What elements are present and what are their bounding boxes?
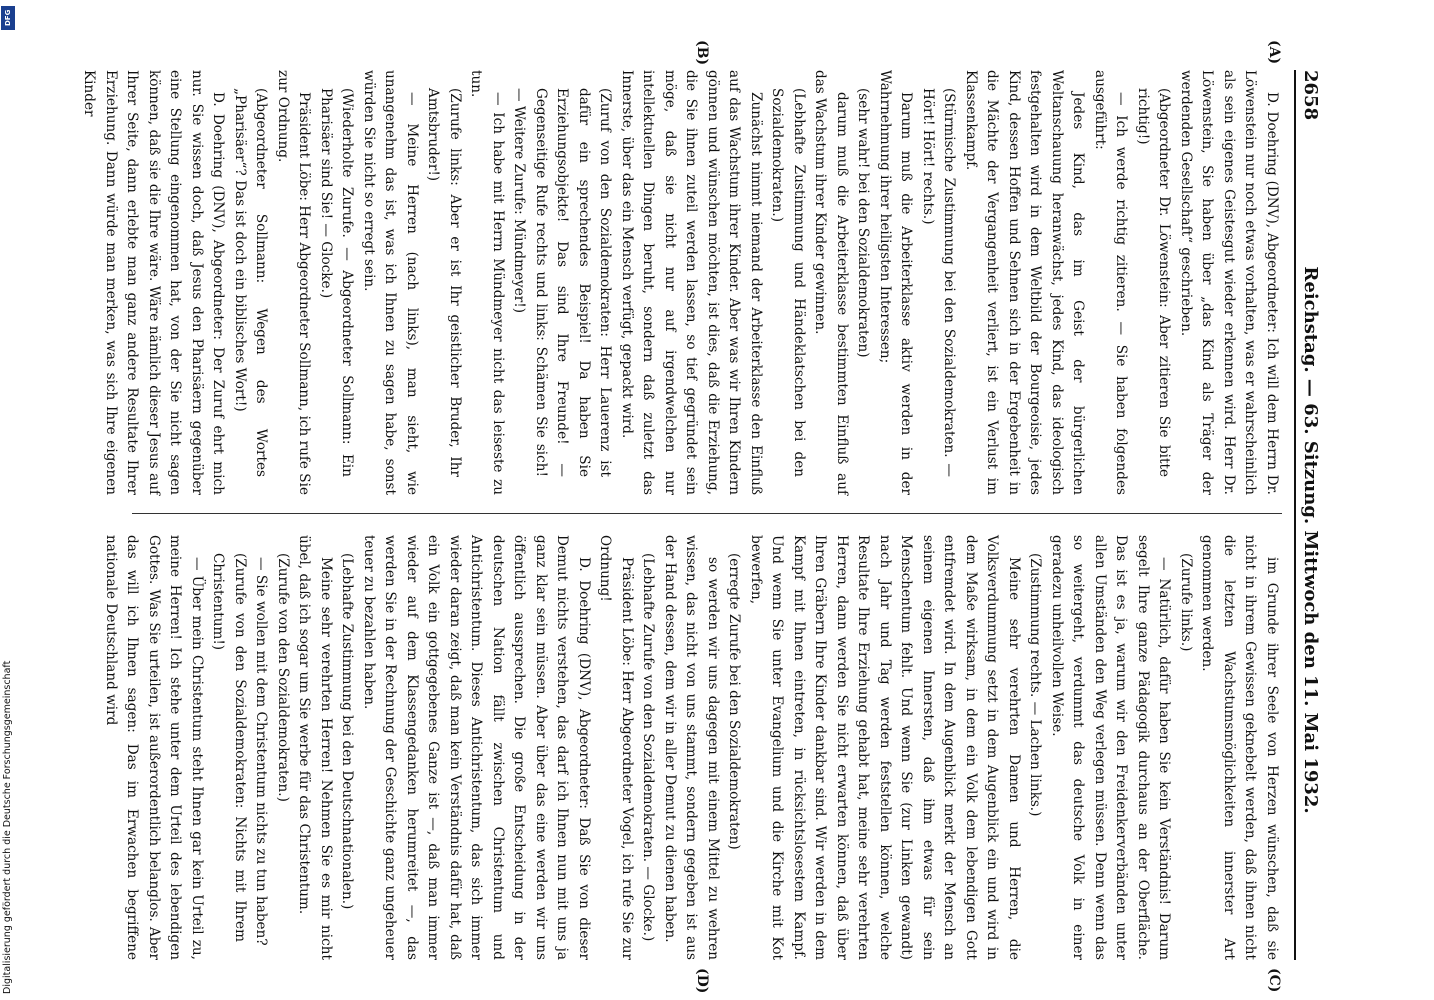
left-column — [81, 70, 1282, 495]
page-header-title: Reichstag. — 63. Sitzung. Mittwoch den 11. Mai 1932. — [1300, 266, 1321, 814]
column-divider — [132, 513, 1282, 514]
paragraph: D. Doehring (DNV), Abgeordneter: Ich will dem Herrn Dr. Löwenstein nur noch etwas vorhalten, was er wahrscheinlich als sein eigenes Geistesgut wieder erkennen wird. Herr Dr. Löwenstein, Sie haben über „das Kind als Träger der werdenden Gesellschaft“ geschrieben. — [1178, 70, 1280, 495]
interjection: (Zurufe links: Aber er ist Ihr geistlicher Bruder, Ihr Amtsbruder!) — [425, 88, 463, 477]
interjection: (Zuruf von den Sozialdemokraten: Herr Lauerenz ist dafür ein sprechendes Beispiel! Da haben Sie Erziehungsobjekte! Das sind Ihre Freunde! — Gegenseitige Rufe rechts und links: Schämen Sie sich! — Weitere Zurufe: Mündmeyer!) — [511, 88, 614, 477]
paragraph: im Grunde ihrer Seele von Herzen wünschen, daß sie nicht in ihrem Gewissen geknebelt werden, daß ihnen nicht die letzten Wachstumsmöglichkeiten innerster Art genommen werden. — [1199, 535, 1280, 960]
right-column — [103, 535, 1282, 960]
paragraph: — Ich werde richtig zitieren. — Sie haben folgendes ausgeführt: — [1092, 70, 1130, 495]
paragraph: Meine sehr verehrten Damen und Herren, die Volksverdummung setzt in dem Augenblick ein und wird in dem Maße wirksam, in dem ein Volk dem lebendigen Gott entfremdet wird. In dem Augenblick merkt der Mensch an seinem eigenen Innersten, daß ihm etwas für sein Menschentum fehlt. Und wenn Sie (zur Linken gewandt) nach Jahr und Tag werden feststellen können, welche Resultate Ihre Erziehung gehabt hat, meine sehr verehrten Herren, dann werden Sie nicht erwarten können, daß über Ihren Gräbern Ihre Kinder dankbar sind. Wir werden in dem Kampf mit Ihnen eintreten, in rücksichtslosestem Kampf. Und wenn Sie unter Evangelium und die Kirche mit Kot bewerfen, — [748, 535, 1022, 960]
paragraph: Darum muß die Arbeiterklasse aktiv werden in der Wahrnehmung ihrer heiligsten Interessen; — [877, 70, 915, 495]
paragraph: — Natürlich, dafür haben Sie kein Verständnis! Darum segelt Ihre ganze Pädagogik durchaus an der Oberfläche. Das ist es ja, warum wir den Freidenkerverbänden unter allen Umständen den Weg verlegen müssen. Denn wenn das so weitergeht, verdummt das deutsche Volk in einer geradezu unheilvollen Weise. — [1049, 535, 1173, 960]
interjection: (Zurufe links.) — [1178, 553, 1194, 652]
paragraph: Präsident Löbe: Herr Abgeordneter Sollmann, ich rufe Sie zur Ordnung. — [275, 70, 313, 495]
interjection: (sehr wahr! bei den Sozialdemokraten) — [855, 88, 872, 358]
interjection: (Abgeordneter Sollmann: Wegen des Wortes „Pharisäer“? Das ist doch ein biblisches Wort!) — [232, 88, 270, 477]
page-header — [1294, 70, 1330, 960]
interjection: (Stürmische Zustimmung bei den Sozialdemokraten. — Hört! Hört! rechts.) — [920, 88, 958, 477]
margin-mark-b: (B) — [694, 40, 710, 66]
paragraph: D. Doehring (DNV), Abgeordneter: Der Zuruf ehrt mich nur. Sie wissen doch, daß Jesus den Pharisäern gegenüber eine Stellung eingenommen hat, von der Sie nicht sagen können, daß sie die Ihre wäre. Wäre nämlich dieser Jesus auf Ihrer Seite, dann erlebte man ganz andere Resultate Ihrer Erziehung. Dann würde man merken, was sich Ihre eigenen Kinder — [81, 70, 227, 495]
interjection: (erregte Zurufe bei den Sozialdemokraten) — [726, 553, 743, 850]
paragraph: D. Doehring (DNV), Abgeordneter: Daß Sie von dieser Demut nichts verstehen, das darf ich Ihnen nun mit uns ja ganz klar sein müssen. Aber über das eine werden wir uns öffentlich aussprechen. Die große Entscheidung in der deutschen Nation fällt zwischen Christentum und Antichristentum. Dieses Antichristentum, das sich immer wieder daran zeigt, daß man kein Verständnis dafür hat, daß ein Volk ein gottgegebenes Ganze ist —, daß man immer wieder auf dem Klassengedanken herumreitet —, das werden Sie in der Rechnung der Geschichte ganz ungeheuer teuer zu bezahlen haben. — [361, 535, 592, 960]
page-number: 2658 — [1300, 70, 1321, 121]
dfg-logo: DFG — [1, 6, 15, 30]
paragraph: darum muß die Arbeiterklasse bestimmten Einfluß auf das Wachstum ihrer Kinder gewinnen. — [812, 70, 850, 495]
paragraph: — Über mein Christentum steht Ihnen gar kein Urteil zu, meine Herren! Ich stehe unter dem Urteil des lebendigen Gottes. Was Sie urteilen, ist außerordentlich belanglos. Aber das will ich Ihnen sagen: Das im Erwachen begriffene nationale Deutschland wird — [103, 535, 205, 960]
interjection: (Zurufe von den Sozialdemokraten.) — [275, 553, 291, 802]
paragraph: Zunächst nimmt niemand der Arbeiterklasse den Einfluß auf das Wachstum ihrer Kinder. Aber was wir Ihren Kindern gönnen und wünschen möchten, ist dies, daß die Erziehung, die Sie ihnen zuteil werden lassen, so tief gegründet sein möge, daß sie nicht nur auf irgendwelchen nur intellektuellen Dingen beruht, sondern daß zuletzt das Innerste, über das ein Mensch verfügt, gepackt wird. — [619, 70, 764, 495]
paragraph: — Ich habe mit Herrn Mündmeyer nicht das leiseste zu tun. — [468, 70, 506, 495]
margin-mark-c: (C) — [1266, 968, 1282, 993]
interjection: (Lebhafte Zurufe von den Sozialdemokraten. — Glocke.) — [640, 553, 657, 942]
margin-mark-d: (D) — [694, 968, 710, 994]
margin-mark-a: (A) — [1266, 40, 1282, 65]
rotated-page — [81, 40, 1330, 994]
interjection: (Lebhafte Zustimmung bei den Deutschnationalen.) — [339, 553, 356, 910]
interjection: (Abgeordneter Dr. Löwenstein: Aber zitieren Sie bitte richtig!) — [1135, 88, 1173, 477]
paragraph: so werden wir uns dagegen mit einem Mittel zu wehren wissen, das nicht von uns stammt, sondern gegeben ist aus der Hand dessen, dem wir in aller Demut zu dienen haben. — [662, 535, 721, 960]
interjection: (Zurufe von den Sozialdemokraten: Nichts mit Ihrem Christentum!) — [210, 553, 248, 942]
paragraph: Meine sehr verehrten Herren! Nehmen Sie es mir nicht übel, daß ich sogar um Sie werbe für das Christentum. — [296, 535, 334, 960]
interjection: (Lebhafte Zustimmung und Händeklatschen bei den Sozialdemokraten.) — [769, 88, 807, 477]
interjection: (Wiederholte Zurufe. — Abgeordneter Sollmann: Ein Pharisäer sind Sie! — Glocke.) — [318, 88, 356, 477]
paragraph: Präsident Löbe: Herr Abgeordneter Vogel, ich rufe Sie zur Ordnung! — [597, 535, 635, 960]
interjection: (Zustimmung rechts. — Lachen links.) — [1027, 553, 1044, 817]
digitization-credit: Digitalisierung gefördert durch die Deutsche Forschungsgemeinschaft — [2, 660, 13, 994]
paragraph: — Meine Herren (nach links), man sieht, wie unangenehm das ist, was ich Ihnen zu sagen habe, sonst würden Sie nicht so erregt sein. — [361, 70, 420, 495]
paragraph: — Sie wollen mit dem Christentum nichts zu tun haben? — [253, 557, 270, 946]
paragraph: Jedes Kind, das im Geist der bürgerlichen Weltanschauung heranwächst, jedes Kind, das ideologisch festgehalten wird in dem Weltbild der Bourgeoisie, jedes Kind, dessen Hoffen und Sehnen sich in der Ergebenheit in die Mächte der Vergangenheit verliert, ist ein Verlust im Klassenkampf. — [963, 70, 1087, 495]
